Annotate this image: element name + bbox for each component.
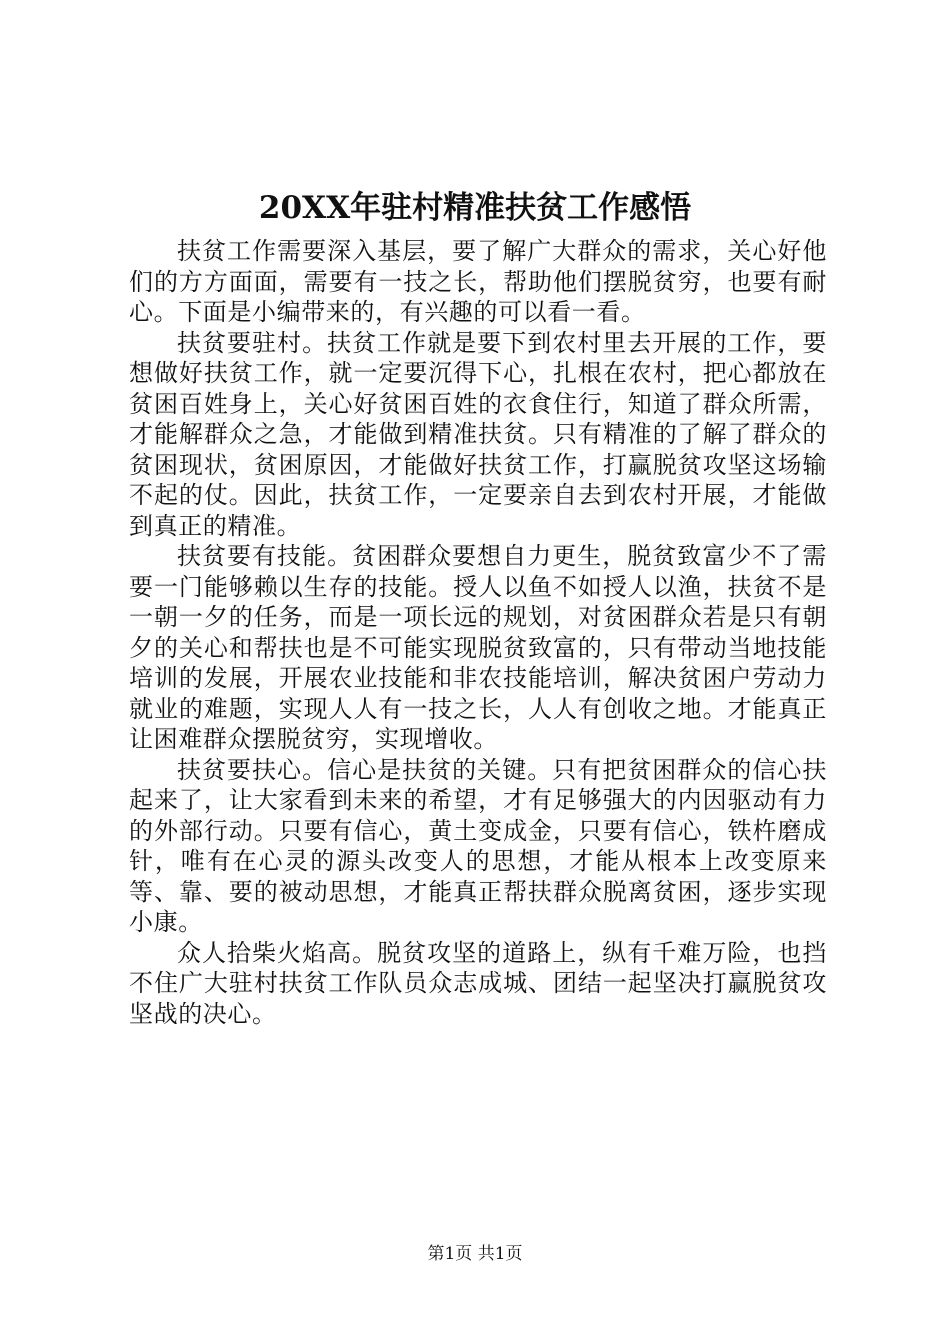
paragraph-conclusion: 众人拾柴火焰高。脱贫攻坚的道路上，纵有千难万险，也挡不住广大驻村扶贫工作队员众志成城、团结一起坚决打赢脱贫攻坚战的决心。 — [129, 938, 827, 1028]
document-body — [129, 236, 827, 1029]
paragraph-skills: 扶贫要有技能。贫困群众要想自力更生，脱贫致富少不了需要一门能够赖以生存的技能。授人以鱼不如授人以渔，扶贫不是一朝一夕的任务，而是一项长远的规划，对贫困群众若是只有朝夕的关心和帮扶也是不可能实现脱贫致富的，只有带动当地技能培训的发展，开展农业技能和非农技能培训，解决贫困户劳动力就业的难题，实现人人有一技之长，人人有创收之地。才能真正让困难群众摆脱贫穷，实现增收。 — [129, 542, 827, 753]
paragraph-stationing: 扶贫要驻村。扶贫工作就是要下到农村里去开展的工作，要想做好扶贫工作，就一定要沉得下心，扎根在农村，把心都放在贫困百姓身上，关心好贫困百姓的衣食住行，知道了群众所需，才能解群众之急，才能做到精准扶贫。只有精准的了解了群众的贫困现状，贫困原因，才能做好扶贫工作，打赢脱贫攻坚这场输不起的仗。因此，扶贫工作，一定要亲自去到农村开展，才能做到真正的精准。 — [129, 328, 827, 540]
page-number-footer: 第1页 共1页 — [427, 1244, 523, 1264]
paragraph-confidence: 扶贫要扶心。信心是扶贫的关键。只有把贫困群众的信心扶起来了，让大家看到未来的希望，才有足够强大的内因驱动有力的外部行动。只要有信心，黄土变成金，只要有信心，铁杵磨成针，唯有在心灵的源头改变人的思想，才能从根本上改变原来等、靠、要的被动思想，才能真正帮扶群众脱离贫困，逐步实现小康。 — [129, 755, 827, 936]
document-title: 20XX年驻村精准扶贫工作感悟 — [258, 190, 692, 226]
paragraph-intro: 扶贫工作需要深入基层，要了解广大群众的需求，关心好他们的方方面面，需要有一技之长，帮助他们摆脱贫穷，也要有耐心。下面是小编带来的，有兴趣的可以看一看。 — [129, 237, 827, 326]
